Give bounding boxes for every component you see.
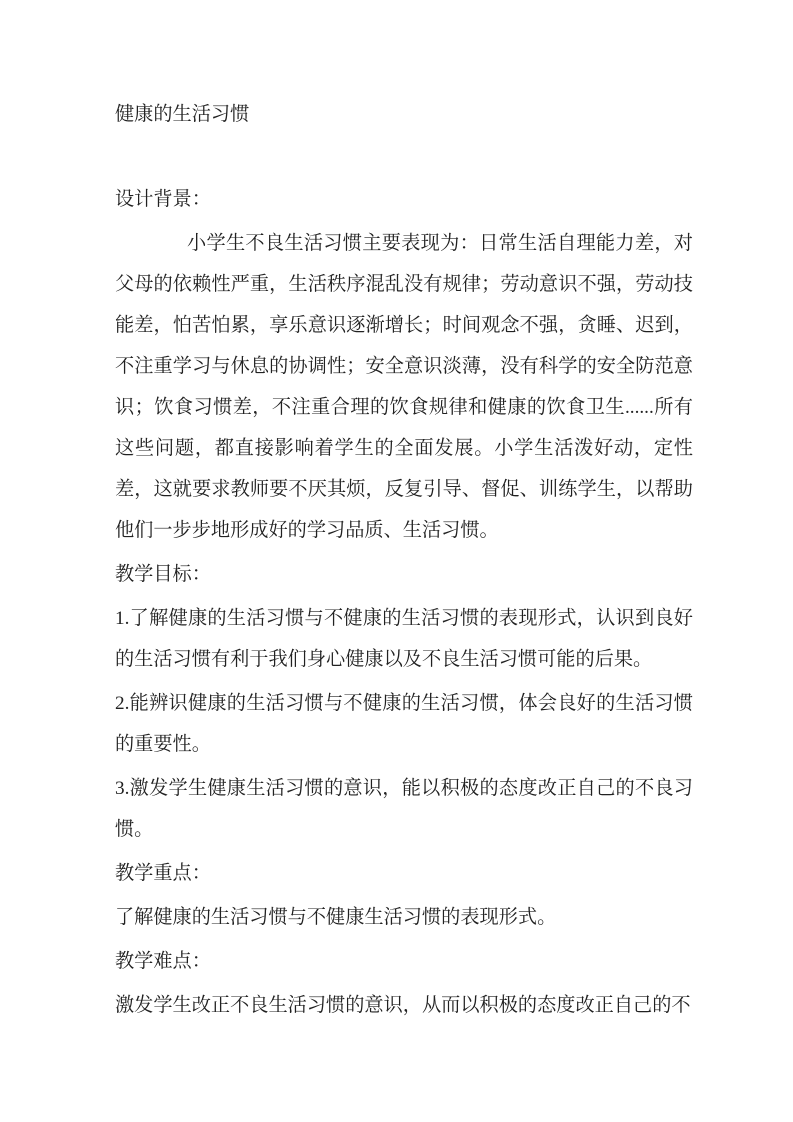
section-heading-teaching-objectives: 教学目标：: [115, 564, 211, 585]
objective-item-1: 1.了解健康的生活习惯与不健康的生活习惯的表现形式，认识到良好的生活习惯有利于我们身心健康以及不良生活习惯可能的后果。: [115, 608, 693, 670]
objective-item-3: 3.激发学生健康生活习惯的意识，能以积极的态度改正自己的不良习惯。: [115, 778, 693, 840]
document-title: 健康的生活习惯: [115, 104, 250, 125]
teaching-focus-paragraph: 了解健康的生活习惯与不健康生活习惯的表现形式。: [115, 907, 557, 928]
objective-item-2: 2.能辨识健康的生活习惯与不健康的生活习惯，体会良好的生活习惯的重要性。: [115, 693, 693, 755]
design-background-paragraph: 小学生不良生活习惯主要表现为：日常生活自理能力差，对父母的依赖性严重，生活秩序混乱没有规律；劳动意识不强，劳动技能差，怕苦怕累，享乐意识逐渐增长；时间观念不强，贪睡、迟到，不注重学习与休息的协调性；安全意识淡薄，没有科学的安全防范意识；饮食习惯差，不注重合理的饮食规律和健康的饮食卫生......所有这些问题，都直接影响着学生的全面发展。小学生活泼好动，定性差，这就要求教师要不厌其烦，反复引导、督促、训练学生，以帮助他们一步步地形成好的学习品质、生活习惯。: [115, 233, 693, 541]
section-heading-teaching-focus: 教学重点：: [115, 863, 211, 884]
document-content: [115, 94, 693, 1029]
teaching-difficulty-paragraph: 激发学生改正不良生活习惯的意识，从而以积极的态度改正自己的不: [115, 995, 691, 1016]
section-heading-teaching-difficulty: 教学难点：: [115, 951, 211, 972]
section-heading-design-background: 设计背景：: [115, 189, 211, 210]
